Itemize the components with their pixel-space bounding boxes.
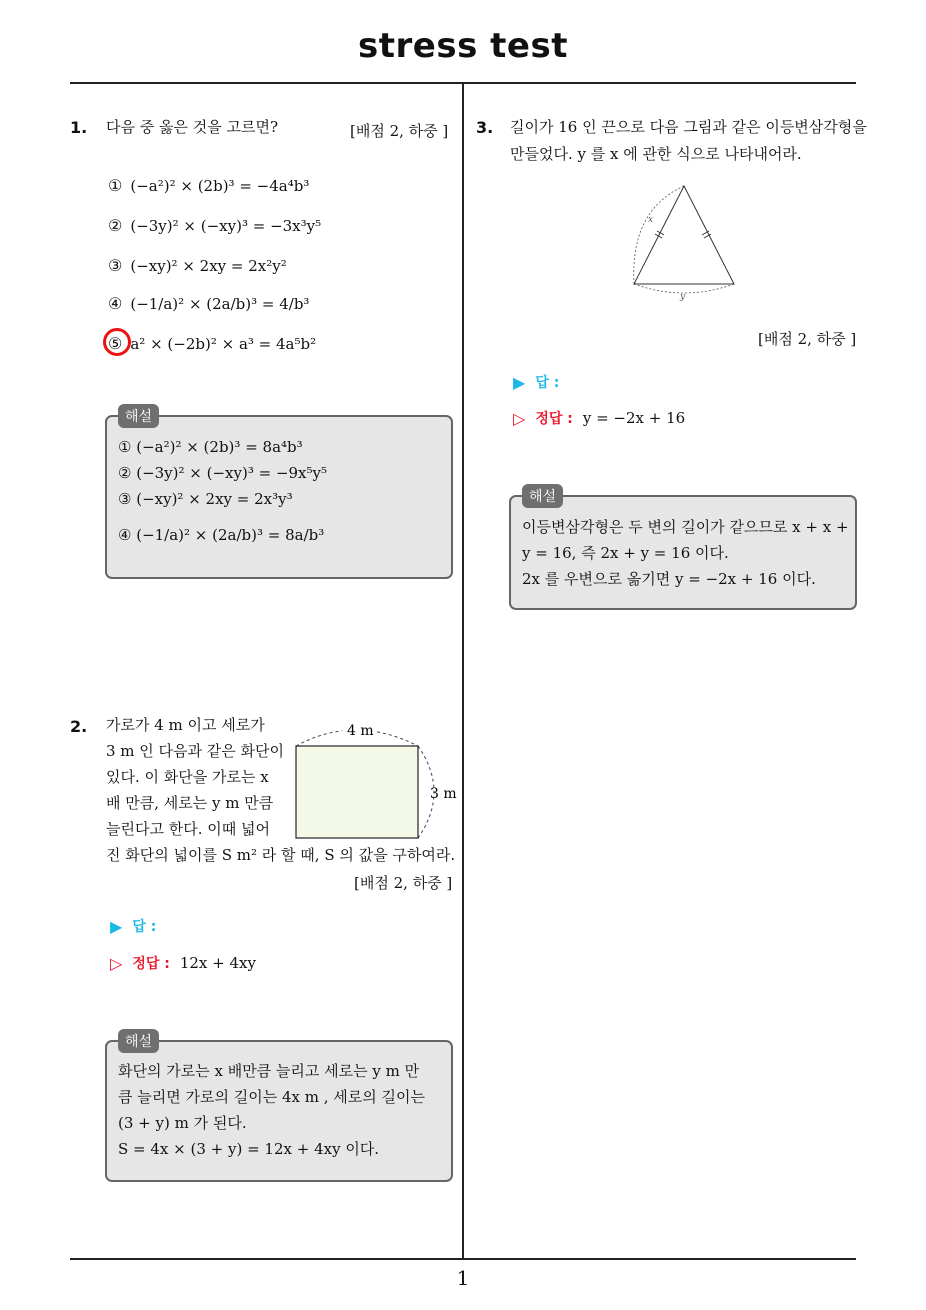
triangle-figure [624, 180, 744, 305]
q1-explain-line-1: ① (−a²)² × (2b)³ = 8a⁴b³ [118, 438, 303, 456]
q1-explain-line-4: ④ (−1/a)² × (2a/b)³ = 8a/b³ [118, 526, 325, 544]
base-label: y [680, 292, 686, 302]
q3-number: 3. [476, 118, 494, 137]
tick-mark-left [655, 234, 662, 238]
q3-line-2: 만들었다. y 를 x 에 관한 식으로 나타내어라. [510, 145, 802, 163]
choice-number: ⑤ [108, 334, 123, 353]
q2-explain-line-2: 큼 늘리면 가로의 길이는 4x m , 세로의 길이는 [118, 1088, 425, 1106]
q2-line-5: 늘린다고 한다. 이때 넓어 [106, 820, 270, 838]
q2-explain-line-1: 화단의 가로는 x 배만큼 늘리고 세로는 y m 만 [118, 1062, 420, 1080]
correct-label: 정답 : [535, 411, 573, 427]
q1-choice-2[interactable] [108, 216, 321, 235]
q2-line-6: 진 화단의 넓이를 S m² 라 할 때, S 의 값을 구하여라. [106, 846, 456, 864]
q2-score: [배점 2, 하중 ] [354, 874, 453, 892]
q1-choice-5[interactable] [108, 334, 316, 353]
play-triangle-icon: ▶ [110, 916, 123, 936]
flowerbed-figure [290, 716, 460, 852]
choice-number: ③ [108, 256, 123, 275]
width-label: 4 m [347, 723, 374, 739]
page-title: stress test [358, 26, 568, 66]
isosceles-triangle [634, 186, 734, 284]
q3-score: [배점 2, 하중 ] [758, 330, 857, 348]
q3-answer-prompt [513, 372, 559, 392]
choice-expr: (−3y)² × (−xy)³ = −3x³y⁵ [130, 216, 322, 235]
q3-explain-line-2: y = 16, 즉 2x + y = 16 이다. [522, 544, 729, 562]
q1-choice-4[interactable] [108, 294, 309, 313]
q1-explanation-tag: 해설 [118, 404, 159, 428]
bottom-rule [70, 1258, 856, 1260]
q2-answer-prompt [110, 916, 156, 936]
choice-number: ④ [108, 294, 123, 313]
choice-expr: a² × (−2b)² × a³ = 4a⁵b² [130, 334, 317, 353]
q2-explanation-tag: 해설 [118, 1029, 159, 1053]
q2-correct-answer [110, 953, 256, 973]
flowerbed-rect [296, 746, 418, 838]
choice-expr: (−xy)² × 2xy = 2x²y² [130, 256, 287, 275]
answer-label: 답 : [132, 919, 157, 935]
page-number: 1 [456, 1266, 470, 1290]
q1-score: [배점 2, 하중 ] [350, 122, 449, 140]
q2-line-3: 있다. 이 화단을 가로는 x [106, 768, 269, 786]
choice-number: ② [108, 216, 123, 235]
q2-line-4: 배 만큼, 세로는 y m 만큼 [106, 794, 274, 812]
q1-text: 다음 중 옳은 것을 고르면? [106, 118, 279, 136]
q2-number: 2. [70, 717, 88, 736]
q2-line-2: 3 m 인 다음과 같은 화단이 [106, 742, 285, 760]
q3-correct-answer [513, 408, 685, 428]
q1-number: 1. [70, 118, 88, 137]
choice-number: ① [108, 176, 123, 195]
height-label: 3 m [430, 786, 457, 802]
q1-choice-3[interactable] [108, 256, 287, 275]
selected-answer-mark [103, 328, 131, 356]
play-triangle-icon: ▶ [513, 372, 526, 392]
q3-explain-line-1: 이등변삼각형은 두 변의 길이가 같으므로 x + x + [522, 518, 849, 536]
q3-explain-line-3: 2x 를 우변으로 옮기면 y = −2x + 16 이다. [522, 570, 816, 588]
q3-line-1: 길이가 16 인 끈으로 다음 그림과 같은 이등변삼각형을 [510, 118, 867, 136]
q1-explain-line-3: ③ (−xy)² × 2xy = 2x³y³ [118, 490, 293, 508]
q2-explain-line-4: S = 4x × (3 + y) = 12x + 4xy 이다. [118, 1140, 380, 1158]
q1-choice-1[interactable] [108, 176, 309, 195]
side-label: x [648, 215, 654, 225]
correct-label: 정답 : [132, 956, 170, 972]
q1-explain-line-2: ② (−3y)² × (−xy)³ = −9x⁵y⁵ [118, 464, 328, 482]
choice-expr: (−a²)² × (2b)³ = −4a⁴b³ [130, 176, 310, 195]
q2-line-1: 가로가 4 m 이고 세로가 [106, 716, 265, 734]
q3-explanation-tag: 해설 [522, 484, 563, 508]
q2-explain-line-3: (3 + y) m 가 된다. [118, 1114, 247, 1132]
outline-triangle-icon: ▷ [513, 408, 526, 428]
outline-triangle-icon: ▷ [110, 953, 123, 973]
correct-value: 12x + 4xy [179, 954, 256, 972]
choice-expr: (−1/a)² × (2a/b)³ = 4/b³ [130, 294, 310, 313]
column-divider [462, 83, 464, 1259]
answer-label: 답 : [535, 375, 560, 391]
correct-value: y = −2x + 16 [582, 409, 686, 427]
